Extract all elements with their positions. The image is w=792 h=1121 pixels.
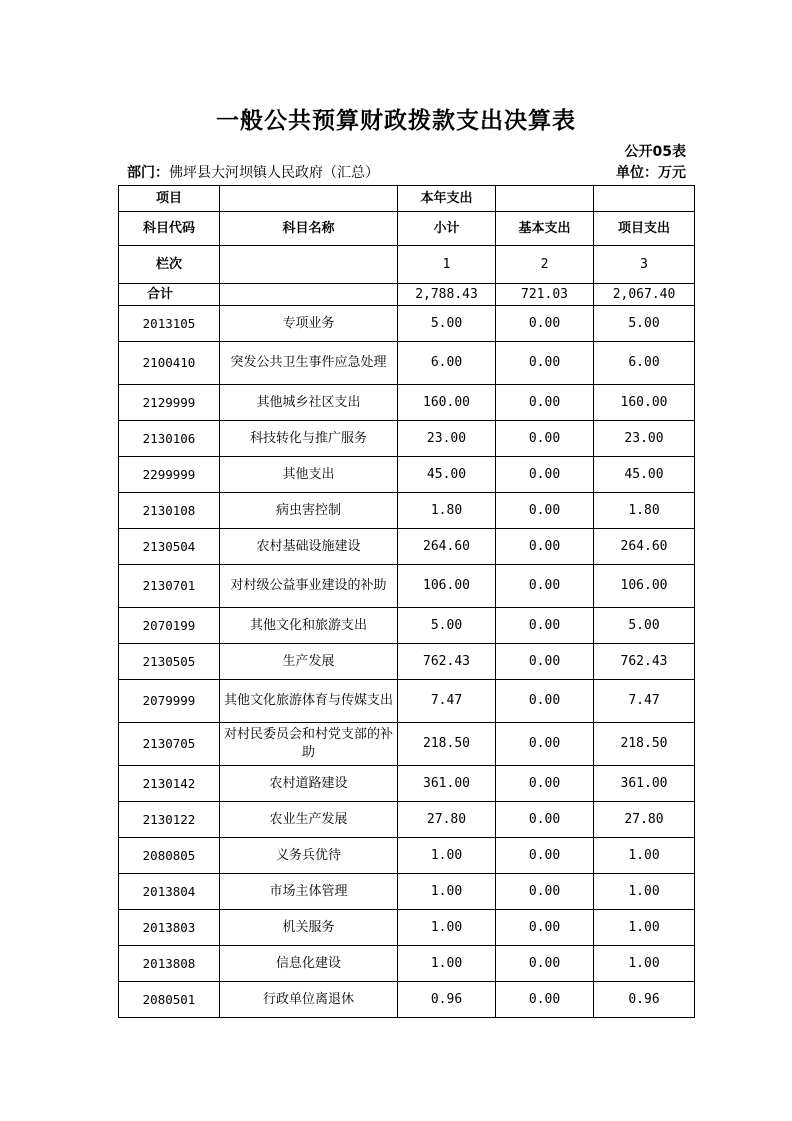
department-line [127, 162, 379, 182]
row-project: 6.00 [594, 342, 695, 385]
row-subtotal: 361.00 [398, 766, 496, 802]
row-subtotal: 1.00 [398, 910, 496, 946]
row-subtotal: 1.00 [398, 838, 496, 874]
row-code: 2013105 [119, 306, 220, 342]
header-project: 项目支出 [594, 212, 695, 246]
row-project: 218.50 [594, 723, 695, 766]
header-blank-4 [220, 246, 398, 284]
row-code: 2130705 [119, 723, 220, 766]
row-name: 科技转化与推广服务 [220, 421, 398, 457]
row-basic: 0.00 [496, 421, 594, 457]
row-basic: 0.00 [496, 838, 594, 874]
row-name: 生产发展 [220, 644, 398, 680]
row-subtotal: 23.00 [398, 421, 496, 457]
table-row [119, 457, 695, 493]
row-subtotal: 5.00 [398, 306, 496, 342]
header-code: 科目代码 [119, 212, 220, 246]
department-name: 佛坪县大河坝镇人民政府（汇总） [169, 165, 379, 181]
table-row [119, 946, 695, 982]
row-basic: 0.00 [496, 723, 594, 766]
row-subtotal: 1.80 [398, 493, 496, 529]
row-project: 5.00 [594, 306, 695, 342]
row-project: 45.00 [594, 457, 695, 493]
table-row [119, 421, 695, 457]
header-basic: 基本支出 [496, 212, 594, 246]
row-basic: 0.00 [496, 946, 594, 982]
header-column-index: 栏次 [119, 246, 220, 284]
expenditure-table [118, 185, 695, 1018]
table-row [119, 910, 695, 946]
row-subtotal: 218.50 [398, 723, 496, 766]
row-project: 27.80 [594, 802, 695, 838]
row-name: 其他文化和旅游支出 [220, 608, 398, 644]
row-subtotal: 1.00 [398, 874, 496, 910]
row-basic: 0.00 [496, 457, 594, 493]
row-name: 其他支出 [220, 457, 398, 493]
header-blank [220, 186, 398, 212]
row-name: 市场主体管理 [220, 874, 398, 910]
row-name: 其他城乡社区支出 [220, 385, 398, 421]
row-name: 信息化建设 [220, 946, 398, 982]
row-code: 2070199 [119, 608, 220, 644]
row-code: 2079999 [119, 680, 220, 723]
row-basic: 0.00 [496, 529, 594, 565]
row-basic: 0.00 [496, 874, 594, 910]
row-name: 突发公共卫生事件应急处理 [220, 342, 398, 385]
row-name: 义务兵优待 [220, 838, 398, 874]
row-name: 对村民委员会和村党支部的补助 [220, 723, 398, 766]
table-row [119, 766, 695, 802]
row-name: 对村级公益事业建设的补助 [220, 565, 398, 608]
row-basic: 0.00 [496, 565, 594, 608]
table-row [119, 644, 695, 680]
total-subtotal: 2,788.43 [398, 284, 496, 306]
total-blank [220, 284, 398, 306]
row-basic: 0.00 [496, 608, 594, 644]
row-subtotal: 6.00 [398, 342, 496, 385]
row-subtotal: 106.00 [398, 565, 496, 608]
row-project: 1.00 [594, 946, 695, 982]
table-row [119, 306, 695, 342]
row-project: 7.47 [594, 680, 695, 723]
row-project: 361.00 [594, 766, 695, 802]
total-project: 2,067.40 [594, 284, 695, 306]
row-basic: 0.00 [496, 342, 594, 385]
row-name: 专项业务 [220, 306, 398, 342]
row-code: 2100410 [119, 342, 220, 385]
row-basic: 0.00 [496, 385, 594, 421]
table-row [119, 802, 695, 838]
row-subtotal: 762.43 [398, 644, 496, 680]
row-basic: 0.00 [496, 644, 594, 680]
table-row [119, 385, 695, 421]
row-basic: 0.00 [496, 802, 594, 838]
row-project: 1.00 [594, 838, 695, 874]
department-label: 部门： [127, 165, 169, 181]
table-row [119, 342, 695, 385]
row-name: 农村道路建设 [220, 766, 398, 802]
row-code: 2130505 [119, 644, 220, 680]
row-name: 农村基础设施建设 [220, 529, 398, 565]
total-basic: 721.03 [496, 284, 594, 306]
row-name: 行政单位离退休 [220, 982, 398, 1018]
row-subtotal: 1.00 [398, 946, 496, 982]
table-row [119, 608, 695, 644]
table-row [119, 874, 695, 910]
row-project: 762.43 [594, 644, 695, 680]
row-name: 机关服务 [220, 910, 398, 946]
row-basic: 0.00 [496, 306, 594, 342]
table-row [119, 493, 695, 529]
row-project: 23.00 [594, 421, 695, 457]
row-code: 2130106 [119, 421, 220, 457]
row-basic: 0.00 [496, 493, 594, 529]
header-col-1: 1 [398, 246, 496, 284]
row-project: 5.00 [594, 608, 695, 644]
row-project: 0.96 [594, 982, 695, 1018]
row-code: 2129999 [119, 385, 220, 421]
table-row [119, 723, 695, 766]
row-code: 2080501 [119, 982, 220, 1018]
table-row [119, 982, 695, 1018]
row-project: 160.00 [594, 385, 695, 421]
row-code: 2130122 [119, 802, 220, 838]
table-row [119, 680, 695, 723]
total-label: 合计 [119, 284, 220, 306]
row-code: 2013808 [119, 946, 220, 982]
table-row [119, 838, 695, 874]
form-number: 公开05表 [624, 144, 686, 160]
table-row [119, 565, 695, 608]
header-blank-3 [594, 186, 695, 212]
row-subtotal: 27.80 [398, 802, 496, 838]
row-name: 其他文化旅游体育与传媒支出 [220, 680, 398, 723]
row-subtotal: 7.47 [398, 680, 496, 723]
row-subtotal: 0.96 [398, 982, 496, 1018]
row-name: 农业生产发展 [220, 802, 398, 838]
header-col-2: 2 [496, 246, 594, 284]
header-blank-2 [496, 186, 594, 212]
row-name: 病虫害控制 [220, 493, 398, 529]
row-code: 2130142 [119, 766, 220, 802]
row-code: 2130504 [119, 529, 220, 565]
row-subtotal: 264.60 [398, 529, 496, 565]
unit-label: 单位：万元 [616, 165, 686, 181]
header-item: 项目 [119, 186, 220, 212]
row-basic: 0.00 [496, 766, 594, 802]
header-current-year: 本年支出 [398, 186, 496, 212]
row-project: 1.00 [594, 910, 695, 946]
table-row [119, 529, 695, 565]
row-code: 2130108 [119, 493, 220, 529]
header-name: 科目名称 [220, 212, 398, 246]
row-project: 1.80 [594, 493, 695, 529]
row-code: 2013803 [119, 910, 220, 946]
row-code: 2299999 [119, 457, 220, 493]
row-project: 1.00 [594, 874, 695, 910]
row-code: 2080805 [119, 838, 220, 874]
row-subtotal: 45.00 [398, 457, 496, 493]
row-basic: 0.00 [496, 680, 594, 723]
row-project: 106.00 [594, 565, 695, 608]
row-project: 264.60 [594, 529, 695, 565]
header-subtotal: 小计 [398, 212, 496, 246]
row-code: 2013804 [119, 874, 220, 910]
row-basic: 0.00 [496, 982, 594, 1018]
row-code: 2130701 [119, 565, 220, 608]
row-basic: 0.00 [496, 910, 594, 946]
header-col-3: 3 [594, 246, 695, 284]
page-title: 一般公共预算财政拨款支出决算表 [216, 107, 576, 134]
row-subtotal: 5.00 [398, 608, 496, 644]
row-subtotal: 160.00 [398, 385, 496, 421]
